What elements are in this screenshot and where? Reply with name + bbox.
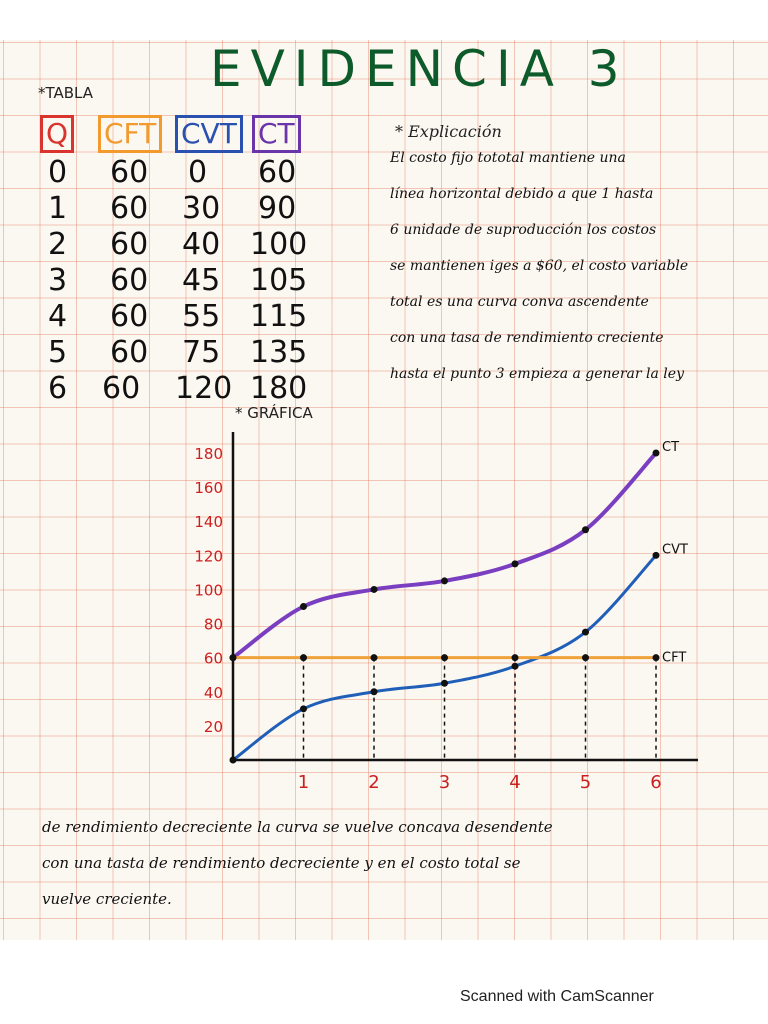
bottom-line: con una tasta de rendimiento decreciente y en el costo total se <box>42 854 521 872</box>
table-cell: 180 <box>250 371 308 406</box>
table-cell: 60 <box>102 371 141 406</box>
x-tick-label: 1 <box>297 772 310 793</box>
explanation-line: hasta el punto 3 empieza a generar la ley <box>390 366 684 382</box>
table-header-cft: CFT <box>98 115 162 153</box>
table-cell: 30 <box>182 191 221 226</box>
table-cell: 115 <box>250 299 308 334</box>
y-tick-label: 100 <box>194 581 223 600</box>
explanation-line: El costo fijo tototal mantiene una <box>390 150 626 166</box>
table-cell: 6 <box>48 371 68 406</box>
y-tick-label: 120 <box>194 547 223 566</box>
y-tick-label: 140 <box>194 513 223 532</box>
table-header-ct: CT <box>252 115 301 153</box>
table-cell: 60 <box>110 335 149 370</box>
bottom-line: de rendimiento decreciente la curva se vuelve concava desendente <box>42 818 553 836</box>
table-cell: 60 <box>110 191 149 226</box>
table-cell: 60 <box>110 263 149 298</box>
table-cell: 0 <box>188 155 208 190</box>
series-ct-label: CT <box>662 440 680 455</box>
y-tick-label: 160 <box>194 479 223 498</box>
table-cell: 40 <box>182 227 221 262</box>
table-cell: 105 <box>250 263 308 298</box>
series-cft-label: CFT <box>662 650 687 666</box>
explanation-line: línea horizontal debido a que 1 hasta <box>390 186 654 202</box>
table-heading: *TABLA <box>38 84 94 102</box>
explanation-heading: * Explicación <box>395 122 502 141</box>
table-cell: 75 <box>182 335 221 370</box>
series-cvt-label: CVT <box>662 542 688 558</box>
y-tick-label: 60 <box>203 649 223 668</box>
explanation-line: con una tasa de rendimiento creciente <box>390 330 664 346</box>
x-tick-label: 4 <box>509 772 521 793</box>
table-cell: 2 <box>48 227 68 262</box>
table-header-cvt: CVT <box>175 115 243 153</box>
table-cell: 60 <box>110 227 149 262</box>
explanation-line: se mantienen iges a $60, el costo variable <box>390 258 689 274</box>
table-cell: 55 <box>182 299 221 334</box>
table-cell: 0 <box>48 155 68 190</box>
bottom-line: vuelve creciente. <box>42 890 172 908</box>
explanation-line: 6 unidade de suproducción los costos <box>390 222 657 238</box>
y-tick-label: 80 <box>203 615 223 634</box>
scanner-watermark: Scanned with CamScanner <box>460 988 654 1005</box>
y-tick-label: 180 <box>194 445 223 463</box>
y-tick-label: 40 <box>203 683 223 702</box>
chart-heading: * GRÁFICA <box>235 404 313 422</box>
y-tick-label: 20 <box>203 717 223 736</box>
table-cell: 60 <box>258 155 297 190</box>
table-cell: 45 <box>182 263 221 298</box>
x-tick-label: 3 <box>438 772 451 793</box>
table-header-q: Q <box>40 115 74 153</box>
table-cell: 60 <box>110 155 149 190</box>
page-title: EVIDENCIA 3 <box>210 40 629 98</box>
x-tick-label: 6 <box>650 772 662 793</box>
table-cell: 90 <box>258 191 297 226</box>
table-cell: 3 <box>48 263 68 298</box>
table-cell: 120 <box>175 371 233 406</box>
explanation-line: total es una curva conva ascendente <box>390 294 649 310</box>
x-tick-label: 5 <box>579 772 592 793</box>
table-cell: 135 <box>250 335 308 370</box>
table-cell: 100 <box>250 227 308 262</box>
table-cell: 5 <box>48 335 68 370</box>
table-cell: 1 <box>48 191 68 226</box>
table-cell: 4 <box>48 299 68 334</box>
x-tick-label: 2 <box>368 772 380 793</box>
table-cell: 60 <box>110 299 149 334</box>
